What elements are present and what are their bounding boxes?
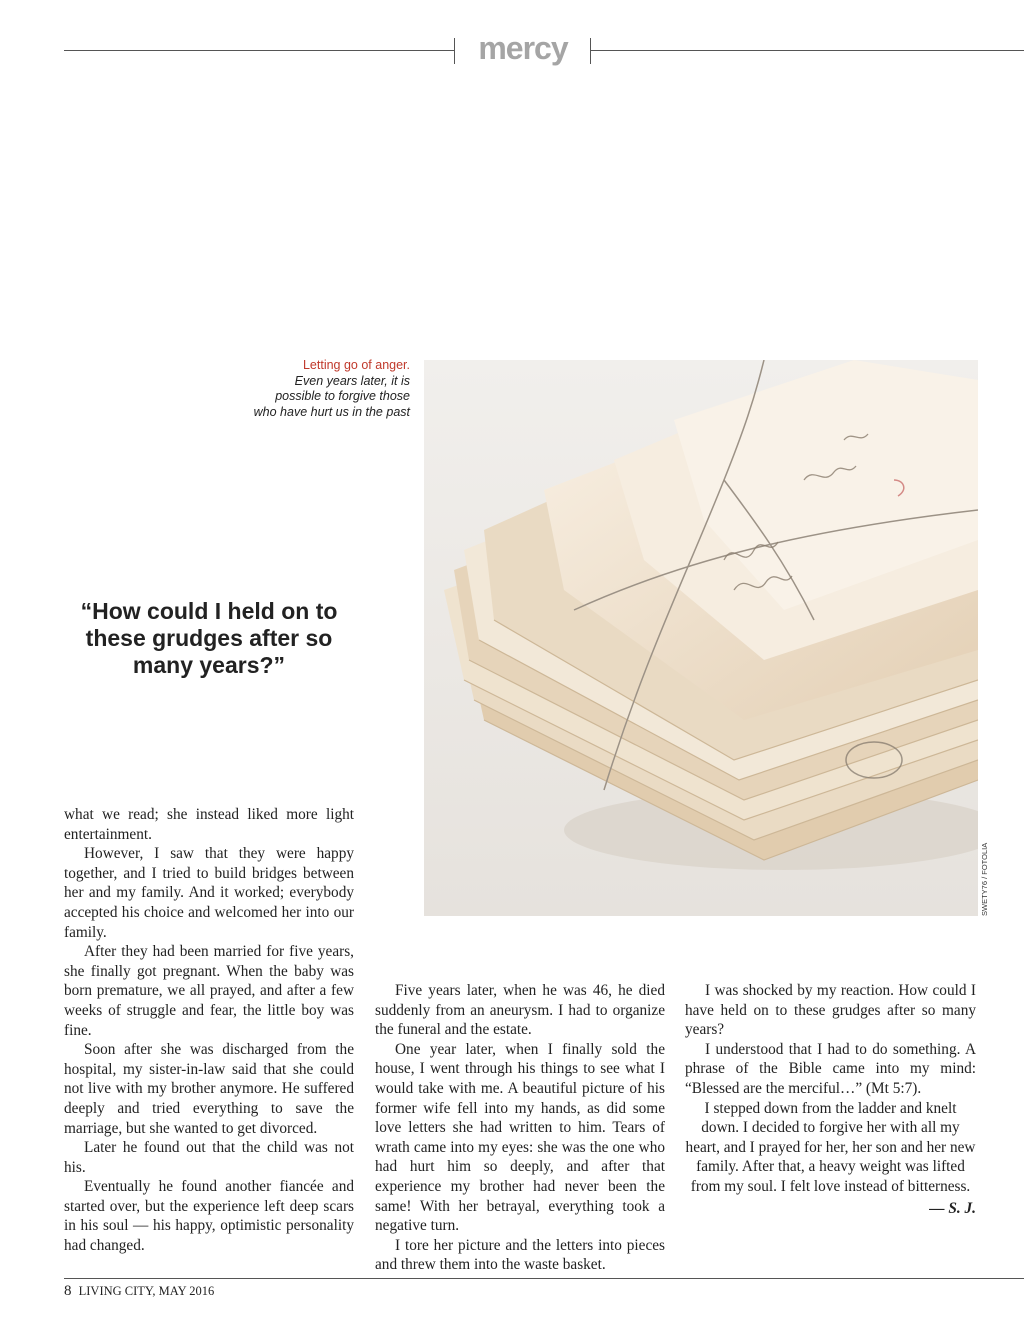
article-column-2 bbox=[375, 981, 665, 1275]
caption-lead: Letting go of anger. bbox=[302, 358, 410, 372]
caption-body: Even years later, it is possible to forgive those who have hurt us in the past bbox=[253, 373, 410, 419]
paragraph: However, I saw that they were happy together, and I tried to build bridges between her and my family. And it worked; everybody accepted his choice and welcomed her into our family. bbox=[64, 845, 354, 941]
article-column-3 bbox=[685, 981, 976, 1218]
author-signature: — S. J. bbox=[929, 1199, 976, 1217]
pull-quote: “How could I held on to these grudges after so many years?” bbox=[80, 598, 338, 678]
paragraph: After they had been married for five years, she finally got pregnant. When the baby was born premature, we all prayed, and after a few weeks of struggle and fear, the little boy was fine. bbox=[64, 943, 354, 1039]
paragraph: One year later, when I finally sold the house, I went through his things to see what I would take with me. A beautiful picture of his former wife fell into my hands, as did some love letters she had written to him. Tears of wrath came into my eyes: she was the one who had hurt him so deeply, and after that experience my brother had never been the same! With her betrayal, everything took a negative turn. bbox=[375, 1040, 665, 1235]
paragraph: Five years later, when he was 46, he died suddenly from an aneurysm. I had to organize the funeral and the estate. bbox=[375, 982, 665, 1039]
paragraph: Soon after she was discharged from the hospital, my sister-in-law said that she could not live with my brother anymore. He suffered deeply and tried everything to save the marriage, but she wanted to get divorced. bbox=[64, 1041, 354, 1137]
letters-illustration bbox=[424, 360, 978, 916]
footer-rule bbox=[64, 1278, 1024, 1279]
article-column-1 bbox=[64, 805, 354, 1256]
header-tick-left bbox=[454, 38, 455, 64]
header-rule-left bbox=[64, 50, 454, 51]
photo-caption bbox=[250, 358, 410, 420]
paragraph: Eventually he found another fiancée and started over, but the experience left deep scars in his soul — his happy, optimistic personality had changed. bbox=[64, 1178, 354, 1255]
paragraph: I stepped down from the ladder and knelt down. I decided to forgive her with all my heart, and I prayed for her, her son and her new family. After that, a heavy weight was lifted from my soul. I felt love instead of bitterness. bbox=[685, 1099, 976, 1195]
photo-credit: SWETY76 / FOTOLIA bbox=[980, 842, 989, 916]
page-footer bbox=[64, 1283, 214, 1300]
header-rule-right bbox=[590, 50, 1024, 51]
paragraph: I was shocked by my reaction. How could I have held on to these grudges after so many years? bbox=[685, 982, 976, 1039]
bundle-of-letters-photo bbox=[424, 360, 978, 916]
paragraph: I understood that I had to do something. A phrase of the Bible came into my mind: “Blessed are the merciful…” (Mt 5:7). bbox=[685, 1040, 976, 1097]
paragraph: I tore her picture and the letters into pieces and threw them into the waste basket. bbox=[375, 1236, 665, 1274]
paragraph: Later he found out that the child was not his. bbox=[64, 1139, 354, 1176]
publication-name: LIVING CITY, MAY 2016 bbox=[78, 1284, 215, 1298]
section-label: mercy bbox=[478, 30, 568, 66]
page-number: 8 bbox=[64, 1283, 72, 1299]
paragraph: what we read; she instead liked more light entertainment. bbox=[64, 806, 354, 843]
header-tick-right bbox=[590, 38, 591, 64]
